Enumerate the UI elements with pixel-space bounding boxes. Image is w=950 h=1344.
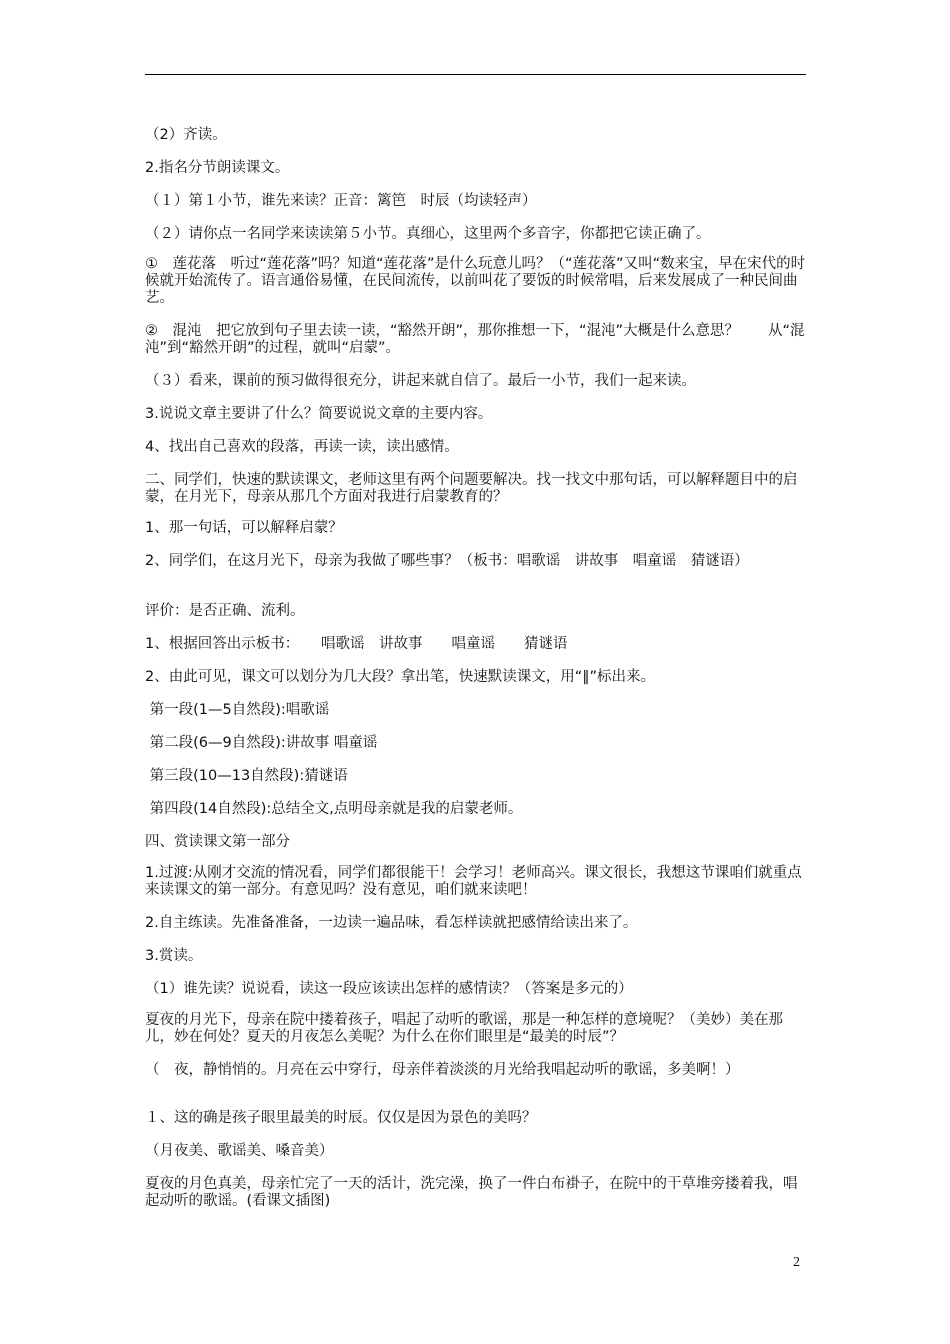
- paragraph: １、这的确是孩子眼里最美的时辰。仅仅是因为景色的美吗？: [145, 1110, 537, 1126]
- paragraph: 第一段(1—5自然段):唱歌谣: [145, 702, 330, 718]
- page-number: 2: [793, 1255, 800, 1270]
- paragraph: 2、由此可见，课文可以划分为几大段？拿出笔，快速默读课文，用“‖”标出来。: [145, 669, 655, 685]
- paragraph: ② 混沌 把它放到句子里去读一读，“豁然开朗”，那你推想一下，“混沌”大概是什么意思？ 从“混沌”到“豁然开朗”的过程，就叫“启蒙”。: [145, 323, 805, 356]
- paragraph: 3.说说文章主要讲了什么？简要说说文章的主要内容。: [145, 406, 493, 422]
- paragraph: 夏夜的月光下，母亲在院中搂着孩子，唱起了动听的歌谣，那是一种怎样的意境呢？（美妙）美在那儿，妙在何处？夏天的月夜怎么美呢？为什么在你们眼里是“最美的时辰”？: [145, 1012, 783, 1045]
- header-rule: [145, 74, 806, 75]
- paragraph: 夏夜的月色真美，母亲忙完了一天的活计，洗完澡，换了一件白布褂子，在院中的干草堆旁搂着我，唱起动听的歌谣。(看课文插图): [145, 1176, 798, 1209]
- paragraph: 评价：是否正确、流利。: [145, 603, 305, 619]
- paragraph: 2.自主练读。先准备准备，一边读一遍品味，看怎样读就把感情给读出来了。: [145, 915, 638, 931]
- paragraph: 1、根据回答出示板书： 唱歌谣 讲故事 唱童谣 猜谜语: [145, 636, 568, 652]
- paragraph: （2）齐读。: [145, 127, 227, 143]
- paragraph: ① 莲花落 听过“莲花落”吗？知道“莲花落”是什么玩意儿吗？（“莲花落”又叫“数来宝，早在宋代的时候就开始流传了。语言通俗易懂，在民间流传，以前叫花了要饭的时候常唱，后来发展成了一种民间曲艺。: [145, 256, 806, 306]
- paragraph: （1）谁先读？说说看，读这一段应该读出怎样的感情读？（答案是多元的）: [145, 981, 633, 997]
- paragraph: （３）看来，课前的预习做得很充分，讲起来就自信了。最后一小节，我们一起来读。: [145, 373, 696, 389]
- paragraph: 第三段(10—13自然段):猜谜语: [145, 768, 348, 784]
- paragraph: 2.指名分节朗读课文。: [145, 160, 290, 176]
- paragraph: （ 夜，静悄悄的。月亮在云中穿行，母亲伴着淡淡的月光给我唱起动听的歌谣，多美啊！）: [145, 1062, 740, 1078]
- paragraph: 第二段(6—9自然段):讲故事 唱童谣: [145, 735, 378, 751]
- paragraph: （月夜美、歌谣美、嗓音美）: [145, 1143, 334, 1159]
- paragraph: 1、那一句话，可以解释启蒙？: [145, 520, 343, 536]
- paragraph: （１）第１小节，谁先来读？正音：篱笆 时辰（均读轻声）: [145, 193, 537, 209]
- paragraph: 二、同学们，快速的默读课文，老师这里有两个问题要解决。找一找文中那句话，可以解释题目中的启蒙，在月光下，母亲从那几个方面对我进行启蒙教育的？: [145, 472, 798, 505]
- paragraph: 四、赏读课文第一部分: [145, 834, 290, 850]
- paragraph: 2、同学们，在这月光下，母亲为我做了哪些事？（板书：唱歌谣 讲故事 唱童谣 猜谜语）: [145, 553, 749, 569]
- paragraph: 3.赏读。: [145, 948, 203, 964]
- paragraph: 第四段(14自然段):总结全文,点明母亲就是我的启蒙老师。: [145, 801, 523, 817]
- paragraph: 1.过渡:从刚才交流的情况看，同学们都很能干！会学习！老师高兴。课文很长，我想这节课咱们就重点来读课文的第一部分。有意见吗？没有意见，咱们就来读吧！: [145, 865, 802, 898]
- paragraph: （２）请你点一名同学来读读第５小节。真细心，这里两个多音字，你都把它读正确了。: [145, 226, 711, 242]
- paragraph: 4、找出自己喜欢的段落，再读一读，读出感情。: [145, 439, 459, 455]
